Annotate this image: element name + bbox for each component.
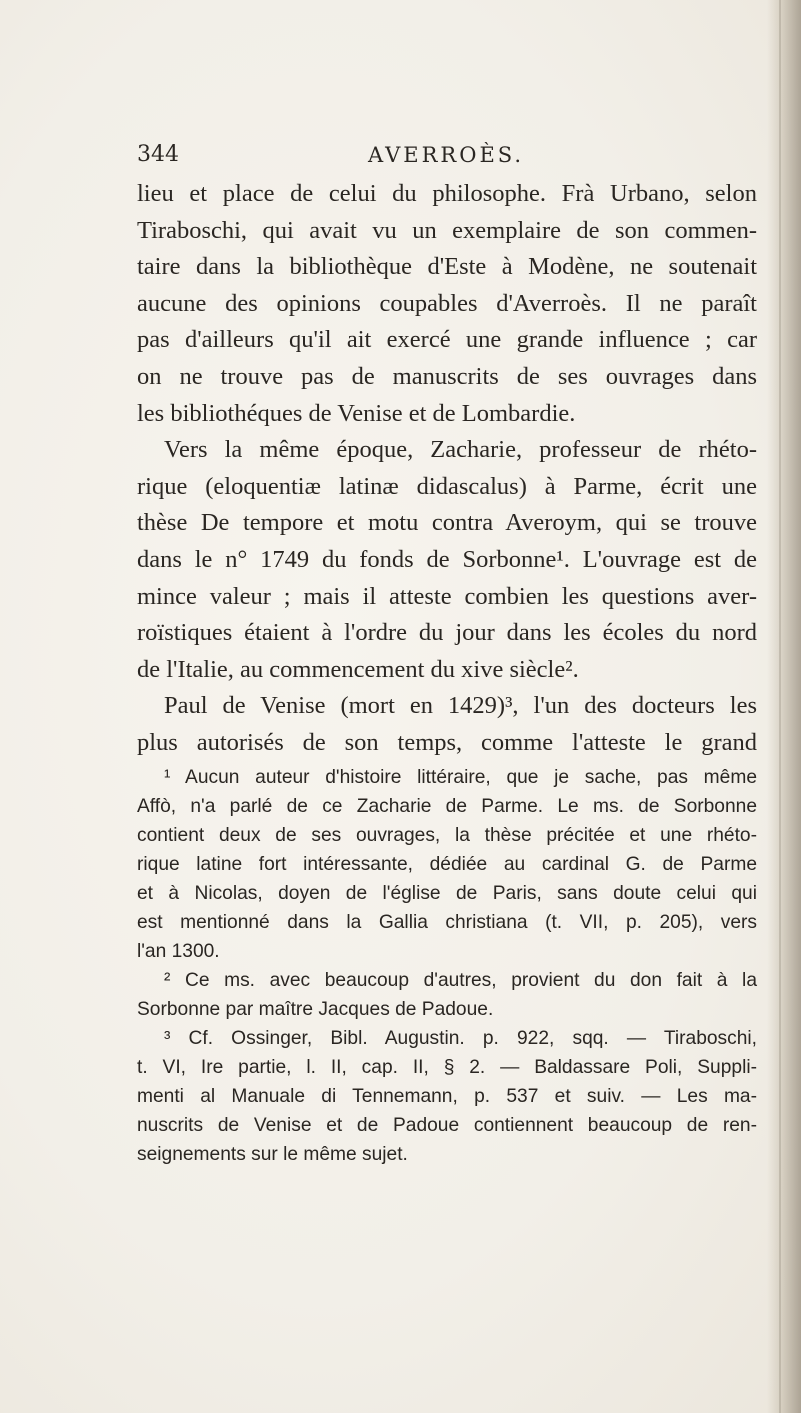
footnote-line: Sorbonne par maître Jacques de Padoue.	[137, 999, 494, 1020]
text-line: de l'Italie, au commencement du xive siècle².	[137, 655, 579, 683]
footnote-line: Affò, n'a parlé de ce Zacharie de Parme. Le ms. de Sorbonne	[137, 796, 757, 817]
main-text	[137, 176, 757, 762]
page-edge-line	[779, 0, 781, 1413]
footnote-line: l'an 1300.	[137, 941, 220, 962]
text-line: mince valeur ; mais il atteste combien les questions aver-	[137, 582, 757, 610]
footnote-line: est mentionné dans la Gallia christiana (t. VII, p. 205), vers	[137, 912, 757, 933]
footnotes	[137, 763, 757, 1169]
text-line: roïstiques étaient à l'ordre du jour dans les écoles du nord	[137, 619, 757, 647]
footnote-line: ³ Cf. Ossinger, Bibl. Augustin. p. 922, sqq. — Tiraboschi,	[164, 1028, 757, 1049]
page-edge-shadow	[767, 0, 801, 1413]
text-line: dans le n° 1749 du fonds de Sorbonne¹. L'ouvrage est de	[137, 545, 757, 573]
text-line: plus autorisés de son temps, comme l'atteste le grand	[137, 728, 757, 756]
footnote-line: ² Ce ms. avec beaucoup d'autres, provient du don fait à la	[164, 970, 757, 991]
footnote-line: menti al Manuale di Tennemann, p. 537 et suiv. — Les ma-	[137, 1086, 757, 1107]
text-line: Vers la même époque, Zacharie, professeur de rhéto-	[164, 436, 757, 464]
footnote-2	[137, 966, 757, 1024]
footnote-line: ¹ Aucun auteur d'histoire littéraire, que je sache, pas même	[164, 767, 757, 788]
footnote-1	[137, 763, 757, 966]
text-line: Tiraboschi, qui avait vu un exemplaire de son commen-	[137, 216, 757, 244]
text-line: thèse De tempore et motu contra Averoym, qui se trouve	[137, 509, 757, 537]
footnote-line: rique latine fort intéressante, dédiée au cardinal G. de Parme	[137, 854, 757, 875]
text-line: lieu et place de celui du philosophe. Frà Urbano, selon	[137, 180, 757, 207]
text-line: pas d'ailleurs qu'il ait exercé une grande influence ; car	[137, 326, 757, 354]
running-head: AVERROÈS.	[368, 143, 525, 167]
text-line: aucune des opinions coupables d'Averroès. Il ne paraît	[137, 289, 757, 317]
footnote-line: contient deux de ses ouvrages, la thèse précitée et une rhéto-	[137, 825, 757, 846]
text-line: on ne trouve pas de manuscrits de ses ouvrages dans	[137, 362, 757, 390]
footnote-line: nuscrits de Venise et de Padoue contiennent beaucoup de ren-	[137, 1115, 757, 1136]
footnote-line: et à Nicolas, doyen de l'église de Paris, sans doute celui qui	[137, 883, 757, 904]
text-line: Paul de Venise (mort en 1429)³, l'un des docteurs les	[164, 692, 757, 720]
page-header	[137, 138, 757, 172]
text-line: taire dans la bibliothèque d'Este à Modène, ne soutenait	[137, 253, 757, 281]
paragraph-1	[137, 176, 757, 432]
footnote-line: seignements sur le même sujet.	[137, 1144, 408, 1165]
paragraph-2	[137, 432, 757, 688]
text-line: rique (eloquentiæ latinæ didascalus) à Parme, écrit une	[137, 472, 757, 500]
page-number: 344	[137, 142, 179, 167]
text-line: les bibliothéques de Venise et de Lombardie.	[137, 399, 576, 427]
footnote-3	[137, 1024, 757, 1169]
paragraph-3	[137, 688, 757, 761]
footnote-line: t. VI, Ire partie, l. II, cap. II, § 2. — Baldassare Poli, Suppli-	[137, 1057, 757, 1078]
